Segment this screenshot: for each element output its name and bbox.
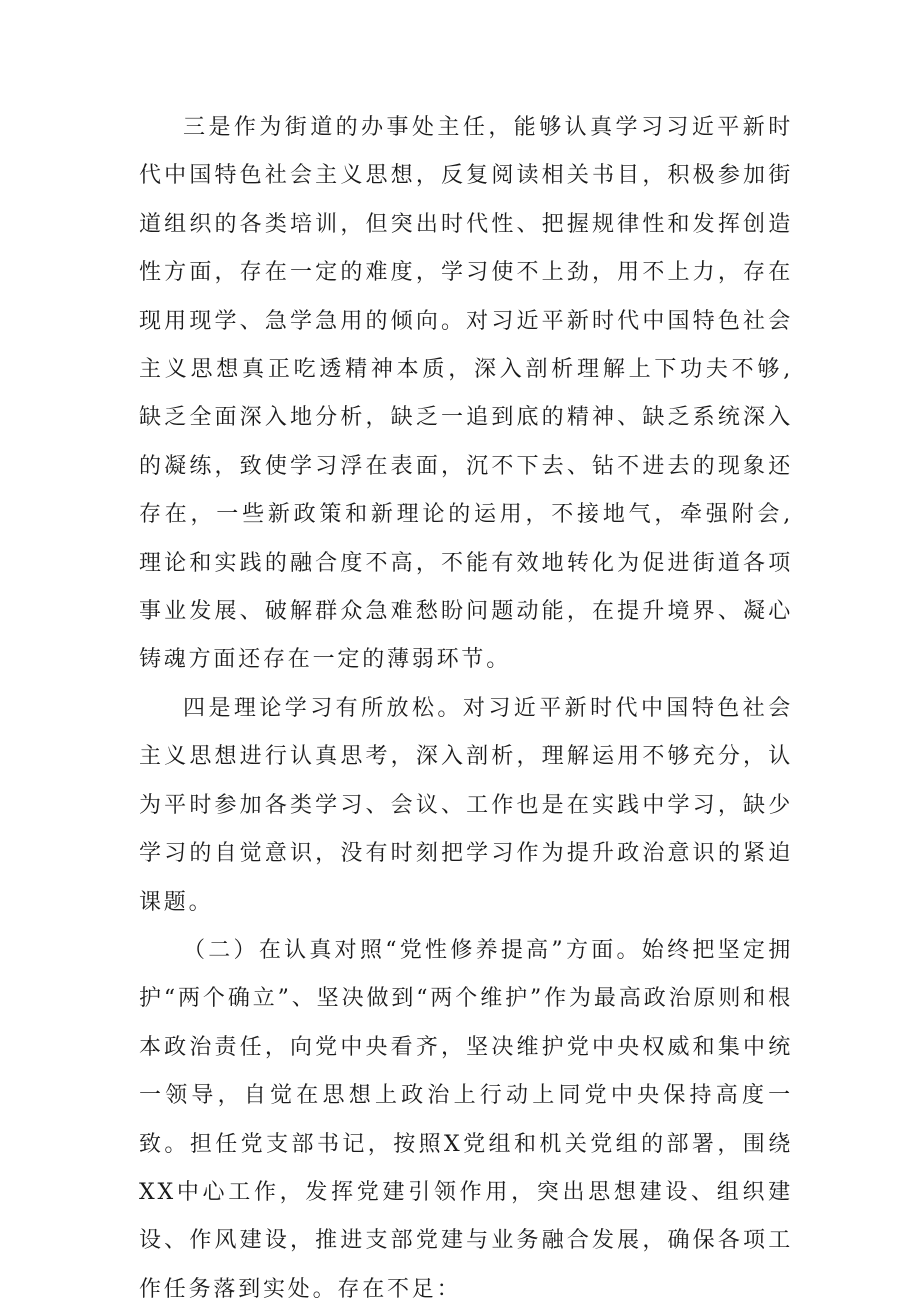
paragraph-section-two: （二）在认真对照“党性修养提高”方面。始终把坚定拥护“两个确立”、坚决做到“两个维护”作为最高政治原则和根本政治责任，向党中央看齐，坚决维护党中央权威和集中统一领导，自觉在思想上政治上行动上同党中央保持高度一致。担任党支部书记，按照X党组和机关党组的部署，围绕XX中心工作，发挥党建引领作用，突出思想建设、组织建设、作风建设，推进支部党建与业务融合发展，确保各项工作任务落到实处。存在不足： bbox=[139, 937, 793, 1302]
paragraph-point-three: 三是作为街道的办事处主任，能够认真学习习近平新时代中国特色社会主义思想，反复阅读相关书目，积极参加街道组织的各类培训，但突出时代性、把握规律性和发挥创造性方面，存在一定的难度，学习使不上劲，用不上力，存在现用现学、急学急用的倾向。对习近平新时代中国特色社会主义思想真正吃透精神本质，深入剖析理解上下功夫不够,缺乏全面深入地分析，缺乏一追到底的精神、缺乏系统深入的凝练，致使学习浮在表面，沉不下去、钻不进去的现象还存在，一些新政策和新理论的运用，不接地气，牵强附会,理论和实践的融合度不高，不能有效地转化为促进街道各项事业发展、破解群众急难愁盼问题动能，在提升境界、凝心铸魂方面还存在一定的薄弱环节。 bbox=[139, 115, 793, 673]
paragraph-point-four: 四是理论学习有所放松。对习近平新时代中国特色社会主义思想进行认真思考，深入剖析，理解运用不够充分，认为平时参加各类学习、会议、工作也是在实践中学习，缺少学习的自觉意识，没有时刻把学习作为提升政治意识的紧迫课题。 bbox=[139, 695, 793, 915]
document-body bbox=[139, 104, 793, 1314]
